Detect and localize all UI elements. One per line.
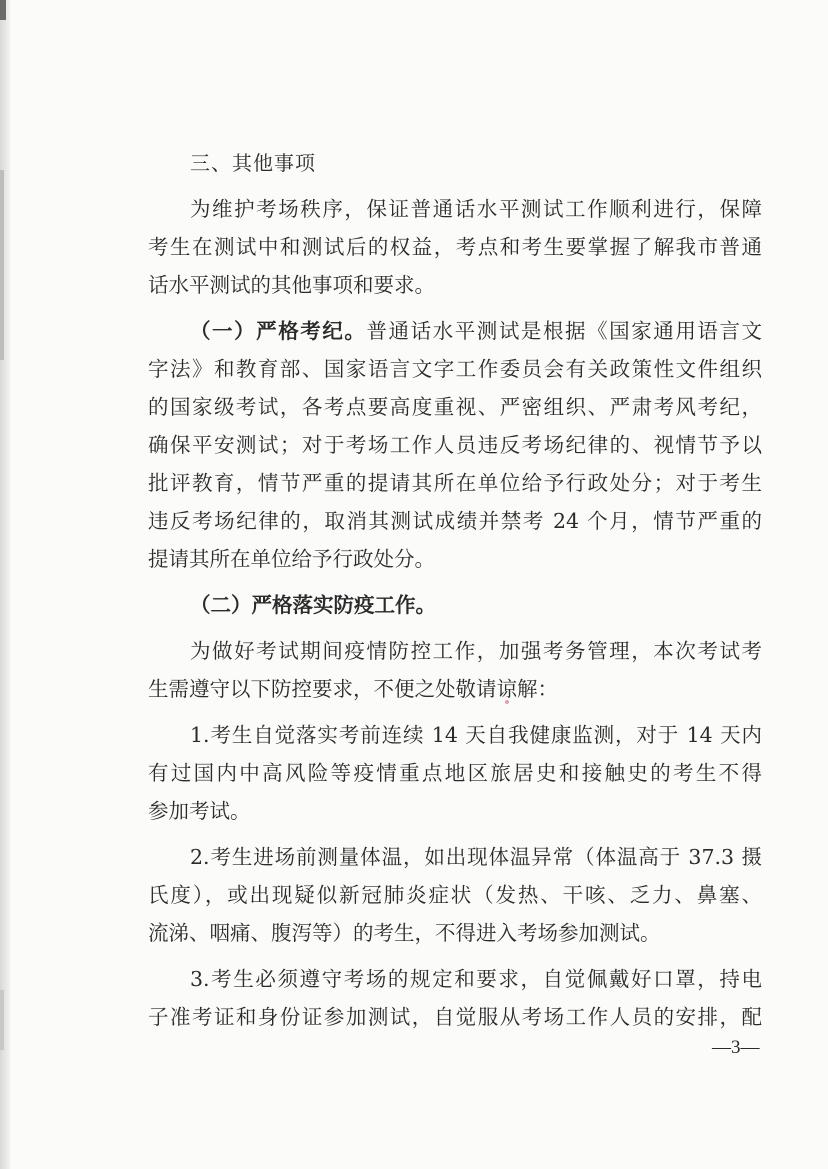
paragraph-line: 子准考证和身份证参加测试，自觉服从考场工作人员的安排，配: [148, 1005, 762, 1029]
item1-paragraph: [148, 312, 762, 578]
point-1: [148, 716, 762, 830]
item2-heading: （二）严格落实防疫工作。: [190, 593, 436, 617]
scan-mark: [0, 170, 4, 360]
paragraph-line: 2.考生进场前测量体温，如出现体温异常（体温高于 37.3 摄: [190, 845, 762, 869]
paragraph-line: 3.考生必须遵守考场的规定和要求，自觉佩戴好口罩，持电: [190, 967, 762, 991]
paragraph-line: 有过国内中高风险等疫情重点地区旅居史和接触史的考生不得: [148, 761, 762, 785]
item1-heading: （一）严格考纪。: [190, 319, 367, 343]
item1-text: 普通话水平测试是根据《国家通用语言文: [366, 319, 763, 343]
paragraph-line: 氏度），或出现疑似新冠肺炎症状（发热、干咳、乏力、鼻塞、: [148, 883, 762, 907]
paragraph-line: 话水平测试的其他事项和要求。: [148, 273, 435, 297]
paragraph-line: 1.考生自觉落实考前连续 14 天自我健康监测，对于 14 天内: [190, 723, 762, 747]
paragraph-line: 参加考试。: [148, 799, 251, 823]
page-number: —3—: [712, 1037, 760, 1058]
scan-mark: [0, 990, 4, 1050]
paragraph-line: 生需遵守以下防控要求，不便之处敬请谅解：: [148, 677, 558, 701]
section-title: 三、其他事项: [190, 151, 316, 175]
paragraph-line: [148, 312, 762, 350]
paragraph-line: 批评教育，情节严重的提请其所在单位给予行政处分；对于考生: [148, 471, 762, 495]
paragraph-line: 提请其所在单位给予行政处分。: [148, 547, 435, 571]
paragraph-line: 字法》和教育部、国家语言文字工作委员会有关政策性文件组织: [148, 357, 762, 381]
paragraph-line: 确保平安测试；对于考场工作人员违反考场纪律的、视情节予以: [148, 433, 762, 457]
intro-paragraph: [148, 190, 762, 304]
paragraph-line: 为做好考试期间疫情防控工作，加强考务管理，本次考试考: [190, 639, 762, 663]
paragraph-line: 流涕、咽痛、腹泻等）的考生，不得进入考场参加测试。: [148, 921, 661, 945]
point-3: [148, 960, 762, 1036]
item2-intro-paragraph: [148, 632, 762, 708]
paragraph-line: 违反考场纪律的，取消其测试成绩并禁考 24 个月，情节严重的: [148, 509, 762, 533]
scan-mark: [0, 0, 6, 20]
paragraph-line: 为维护考场秩序，保证普通话水平测试工作顺利进行，保障: [190, 197, 762, 221]
paragraph-line: 的国家级考试，各考点要高度重视、严密组织、严肃考风考纪，: [148, 395, 762, 419]
point-2: [148, 838, 762, 952]
paragraph-line: 考生在测试中和测试后的权益，考点和考生要掌握了解我市普通: [148, 235, 762, 259]
document-body: [148, 144, 762, 1036]
